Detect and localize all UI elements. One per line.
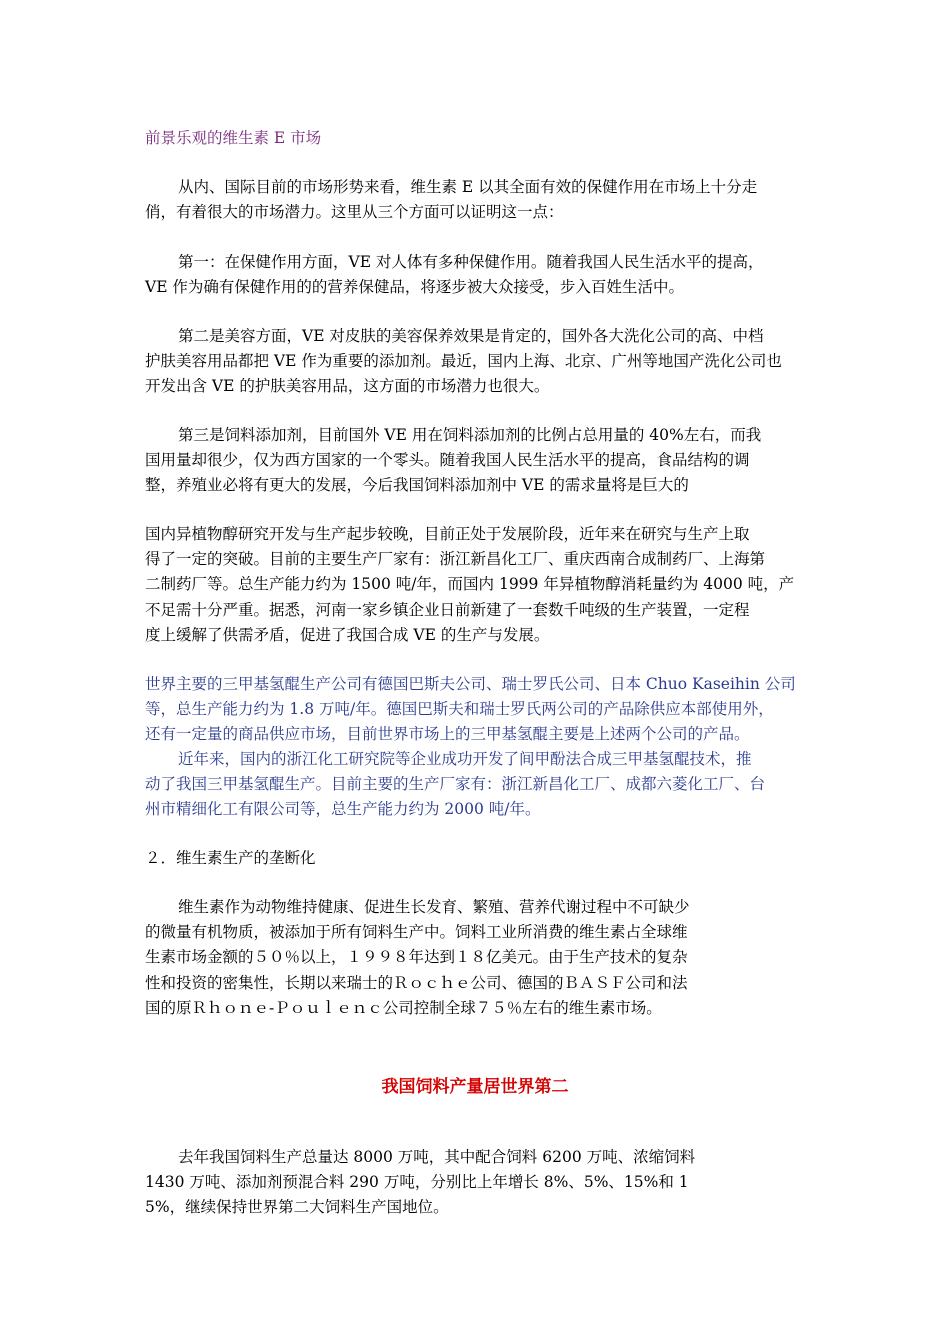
recent-paragraph: [145, 747, 825, 823]
vitamin-line: 性和投资的密集性，长期以来瑞士的Ｒｏｃｈｅ公司、德国的ＢＡＳＦ公司和法: [145, 973, 688, 992]
world-paragraph: [145, 672, 825, 748]
section-heading: ２．维生素生产的垄断化: [145, 849, 316, 867]
point3-line: 第三是饲料添加剂，目前国外 VE 用在饲料添加剂的比例占总用量的 40%左右，而我: [178, 426, 762, 444]
headline: 我国饲料产量居世界第二: [381, 1077, 569, 1097]
domestic-line: 二制药厂等。总生产能力约为 1500 吨/年，而国内 1999 年异植物醇消耗量约为 4000 吨，产: [145, 575, 795, 594]
point1-line: 第一：在保健作用方面，VE 对人体有多种保健作用。随着我国人民生活水平的提高，: [178, 253, 764, 271]
feed-line: 1430 万吨、添加剂预混合料 290 万吨，分别比上年增长 8%、5%、15%和 1: [145, 1173, 689, 1192]
domestic-line: 度上缓解了供需矛盾，促进了我国合成 VE 的生产与发展。: [145, 625, 550, 644]
recent-line: 动了我国三甲基氢醌生产。目前主要的生产厂家有：浙江新昌化工厂、成都六菱化工厂、台: [145, 775, 766, 794]
vitamin-line: 维生素作为动物维持健康、促进生长发育、繁殖、营养代谢过程中不可缺少: [178, 898, 690, 916]
feed-line: 5%，继续保持世界第二大饲料生产国地位。: [145, 1198, 449, 1217]
point2-paragraph: [145, 324, 825, 400]
intro-paragraph: [145, 175, 825, 225]
vitamin-line: 的微量有机物质，被添加于所有饲料生产中。饲料工业所消费的维生素占全球维: [145, 923, 688, 942]
point2-line: 第二是美容方面，VE 对皮肤的美容保养效果是肯定的，国外各大洗化公司的高、中档: [178, 327, 764, 345]
vitamin-line: 生素市场金额的５０％以上，１９９８年达到１８亿美元。由于生产技术的复杂: [145, 948, 688, 967]
recent-line: 州市精细化工有限公司等，总生产能力约为 2000 吨/年。: [145, 800, 541, 819]
article-title: 前景乐观的维生素 E 市场: [145, 129, 322, 147]
domestic-paragraph: [145, 522, 825, 648]
vitamin-line: 国的原Ｒｈｏｎｅ-Ｐｏｕｌｅｎｃ公司控制全球７５％左右的维生素市场。: [145, 998, 662, 1017]
feed-line: 去年我国饲料生产总量达 8000 万吨，其中配合饲料 6200 万吨、浓缩饲料: [178, 1148, 696, 1166]
point3-paragraph: [145, 423, 825, 499]
point2-line: 开发出含 VE 的护肤美容用品，这方面的市场潜力也很大。: [145, 377, 550, 396]
intro-line: 俏，有着很大的市场潜力。这里从三个方面可以证明这一点：: [145, 203, 564, 222]
vitamin-paragraph: [145, 895, 745, 1021]
point3-line: 国用量却很少，仅为西方国家的一个零头。随着我国人民生活水平的提高，食品结构的调: [145, 451, 750, 470]
feed-paragraph: [145, 1145, 745, 1221]
point1-line: VE 作为确有保健作用的的营养保健品，将逐步被大众接受，步入百姓生活中。: [145, 278, 684, 297]
world-line: 世界主要的三甲基氢醌生产公司有德国巴斯夫公司、瑞士罗氏公司、日本 Chuo Kaseihin 公司: [145, 675, 796, 693]
domestic-line: 不足需十分严重。据悉，河南一家乡镇企业日前新建了一套数千吨级的生产装置，一定程: [145, 600, 750, 619]
world-line: 还有一定量的商品供应市场，目前世界市场上的三甲基氢醌主要是上述两个公司的产品。: [145, 725, 750, 744]
world-line: 等，总生产能力约为 1.8 万吨/年。德国巴斯夫和瑞士罗氏两公司的产品除供应本部使用外，: [145, 700, 774, 719]
intro-line: 从内、国际目前的市场形势来看，维生素 E 以其全面有效的保健作用在市场上十分走: [178, 178, 758, 196]
point2-line: 护肤美容用品都把 VE 作为重要的添加剂。最近，国内上海、北京、广州等地国产洗化公司也: [145, 352, 782, 371]
point1-paragraph: [145, 250, 825, 300]
domestic-line: 国内异植物醇研究开发与生产起步较晚，目前正处于发展阶段，近年来在研究与生产上取: [145, 525, 750, 543]
domestic-line: 得了一定的突破。目前的主要生产厂家有：浙江新昌化工厂、重庆西南合成制药厂、上海第: [145, 550, 766, 569]
point3-line: 整，养殖业必将有更大的发展，今后我国饲料添加剂中 VE 的需求量将是巨大的: [145, 476, 689, 495]
recent-line: 近年来，国内的浙江化工研究院等企业成功开发了间甲酚法合成三甲基氢醌技术，推: [178, 750, 752, 768]
